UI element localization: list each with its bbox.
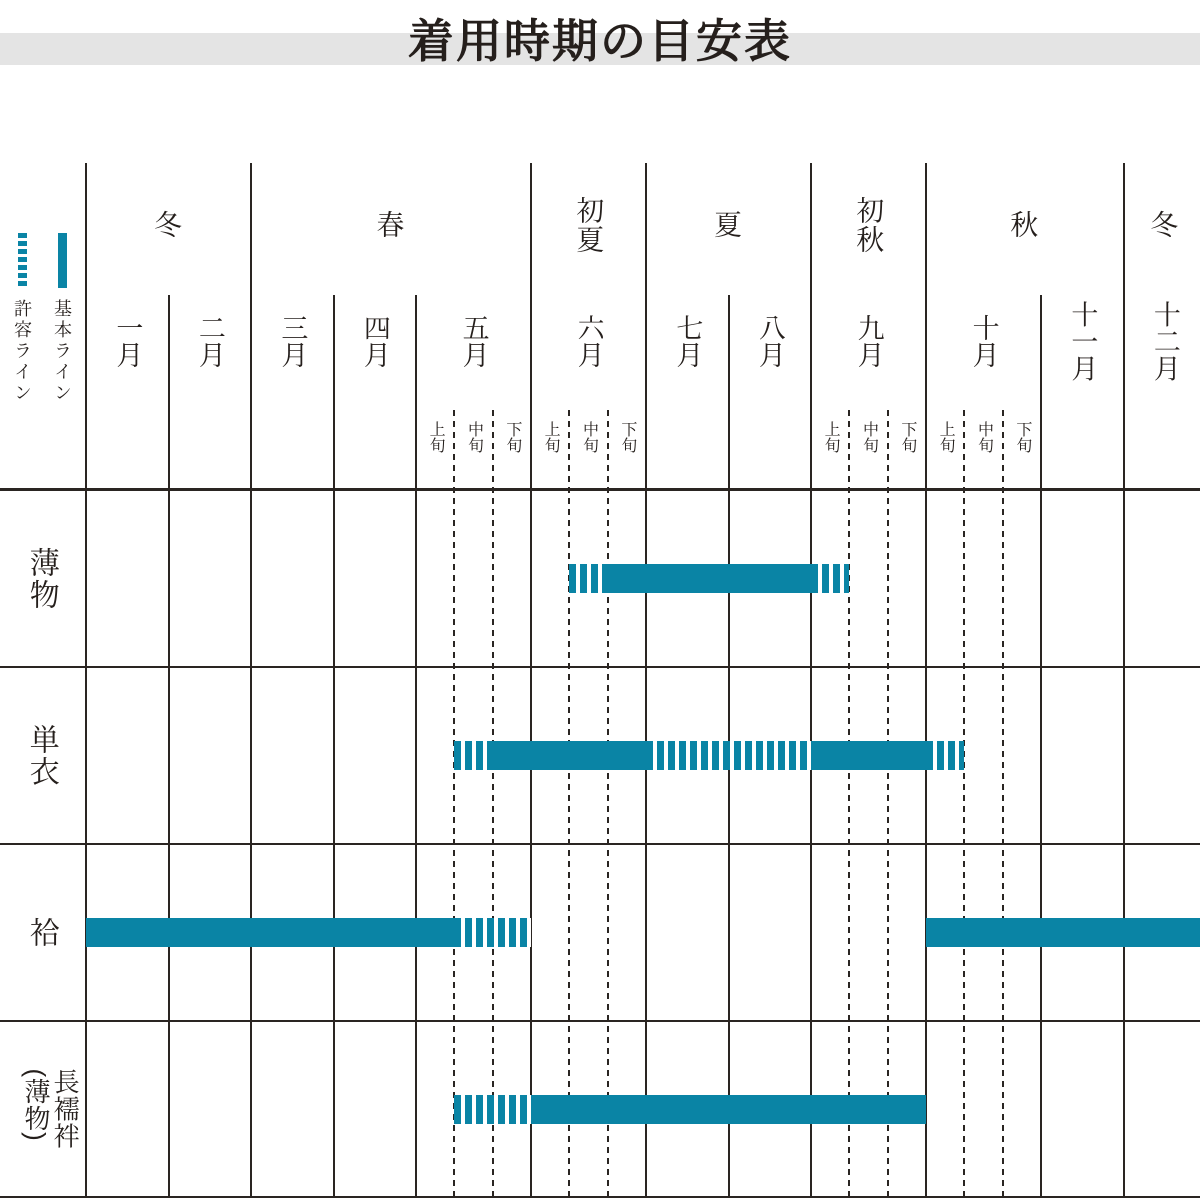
bar-segment-basic: [608, 564, 811, 593]
jun-dashed-line: [963, 410, 965, 1197]
legend-item-allowed-line: [4, 233, 40, 404]
jun-dashed-line: [1002, 410, 1004, 1197]
page-title: 着用時期の目安表: [408, 15, 792, 67]
bar-segment-allowed: [926, 741, 964, 770]
bar-segment-allowed: [569, 564, 607, 593]
jun-dashed-line: [453, 410, 455, 1197]
allowed-line-swatch: [18, 233, 27, 288]
row-label: 薄物: [24, 546, 58, 611]
jun-label: 中旬: [860, 421, 878, 453]
jun-label: 下旬: [503, 421, 521, 453]
season-label: 春: [376, 209, 406, 241]
jun-label: 中旬: [465, 421, 483, 453]
jun-label: 下旬: [1013, 421, 1031, 453]
row-grid-line: [0, 666, 1200, 668]
basic-line-swatch: [58, 233, 67, 288]
legend: [0, 233, 86, 443]
month-label: 一月: [112, 314, 143, 368]
row-grid-line: [0, 843, 1200, 845]
month-label: 八月: [754, 314, 785, 368]
season-grid-line: [925, 163, 927, 1197]
jun-label: 上旬: [822, 421, 840, 453]
bar-segment-basic: [493, 741, 646, 770]
month-label: 四月: [359, 314, 390, 368]
jun-label: 下旬: [618, 421, 636, 453]
allowed-line-label: 許容ライン: [12, 299, 32, 404]
month-grid-line: [1040, 295, 1042, 1197]
row-grid-line: [0, 1020, 1200, 1022]
month-label: 七月: [672, 314, 703, 368]
row-label: 袷: [24, 916, 58, 949]
jun-label: 下旬: [898, 421, 916, 453]
jun-dashed-line: [607, 410, 609, 1197]
month-grid-line: [168, 295, 170, 1197]
bar-segment-allowed: [811, 564, 849, 593]
month-label: 三月: [277, 314, 308, 368]
jun-dashed-line: [887, 410, 889, 1197]
month-label: 六月: [573, 314, 604, 368]
jun-label: 上旬: [427, 421, 445, 453]
bar-segment-basic: [86, 918, 454, 947]
jun-dashed-line: [848, 410, 850, 1197]
row-grid-line: [0, 488, 1200, 491]
season-label: 初秋: [853, 196, 885, 254]
jun-label: 上旬: [542, 421, 560, 453]
basic-line-label: 基本ライン: [52, 299, 72, 404]
jun-label: 中旬: [580, 421, 598, 453]
row-label: 長襦袢 (薄物): [21, 1068, 81, 1150]
bar-segment-allowed: [454, 918, 531, 947]
season-grid-line: [250, 163, 252, 1197]
jun-dashed-line: [492, 410, 494, 1197]
row-grid-line: [0, 1196, 1200, 1198]
season-label: 冬: [1150, 209, 1180, 241]
month-label: 二月: [194, 314, 225, 368]
season-grid-line: [645, 163, 647, 1197]
row-label: 単衣: [24, 723, 58, 788]
season-grid-line: [810, 163, 812, 1197]
bar-segment-basic: [926, 918, 1200, 947]
legend-item-basic-line: [44, 233, 80, 404]
season-label: 秋: [1010, 209, 1040, 241]
jun-label: 上旬: [937, 421, 955, 453]
month-grid-line: [415, 295, 417, 1197]
bar-segment-basic: [811, 741, 926, 770]
season-label: 初夏: [573, 196, 605, 254]
bar-segment-allowed: [454, 1095, 531, 1124]
month-label: 十月: [968, 314, 999, 368]
month-label: 五月: [458, 314, 489, 368]
season-grid-line: [1123, 163, 1125, 1197]
season-label: 冬: [153, 209, 184, 241]
jun-label: 中旬: [975, 421, 993, 453]
month-label: 九月: [853, 314, 884, 368]
season-label: 夏: [713, 209, 744, 241]
bar-segment-allowed: [646, 741, 811, 770]
month-label: 十一月: [1067, 300, 1098, 382]
month-grid-line: [333, 295, 335, 1197]
month-label: 十二月: [1149, 300, 1180, 382]
bar-segment-allowed: [454, 741, 492, 770]
bar-segment-basic: [531, 1095, 926, 1124]
jun-dashed-line: [568, 410, 570, 1197]
season-grid-line: [530, 163, 532, 1197]
